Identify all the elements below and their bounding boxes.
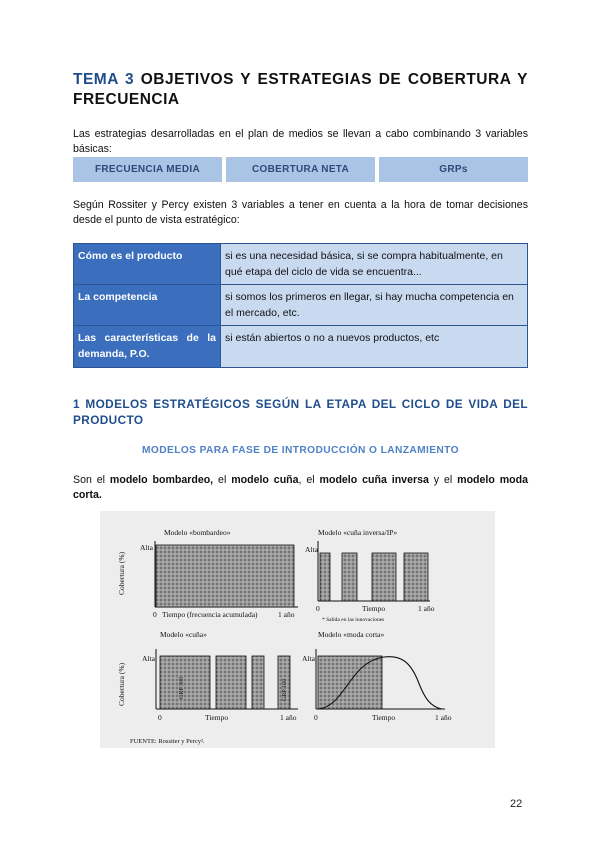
variable-frecuencia: FRECUENCIA MEDIA: [73, 157, 222, 182]
panel2-alta: Alta: [305, 545, 318, 554]
panel3-xlabel: Tiempo: [205, 713, 229, 722]
models-figure-svg: [100, 511, 495, 748]
model-moda-corta: modelo moda corta.: [73, 474, 528, 501]
table-value: si somos los primeros en llegar, si hay mucha competencia en el mercado, etc.: [221, 285, 528, 326]
panel3-bar1-label: GRP 300: [179, 677, 185, 699]
page-title: [73, 70, 528, 110]
panel3-bar: [252, 656, 264, 709]
rossiter-paragraph: Según Rossiter y Percy existen 3 variables a tener en cuenta a la hora de tomar decisiones desde el punto de vista estratégico:: [73, 199, 528, 226]
variables-table: [73, 157, 528, 182]
page-number: 22: [510, 798, 523, 810]
model-cuna: modelo cuña: [231, 474, 299, 486]
panel4-xend: 1 año: [435, 713, 452, 722]
title-text: OBJETIVOS Y ESTRATEGIAS DE COBERTURA Y FRECUENCIA: [73, 71, 529, 108]
panel3-xend: 1 año: [280, 713, 297, 722]
table-key: Las características de la demanda, P.O.: [74, 326, 221, 368]
panel2-xend: 1 año: [418, 604, 435, 613]
panel2-bar: [320, 553, 330, 601]
panel1-title: Modelo «bombardeo»: [164, 528, 231, 537]
figure-source: FUENTE: Rossiter y Percy².: [130, 738, 205, 745]
models-figure: [100, 511, 495, 748]
panel1-alta: Alta: [140, 543, 153, 552]
model-bombardeo: modelo bombardeo,: [109, 474, 214, 486]
panel4-xlabel: Tiempo: [372, 713, 396, 722]
tema-label: TEMA 3: [73, 71, 135, 88]
table-key: Cómo es el producto: [74, 244, 221, 285]
rossiter-table: [73, 243, 528, 368]
subsection-heading: MODELOS PARA FASE DE INTRODUCCIÓN O LANZAMIENTO: [142, 445, 459, 456]
panel1-x0: 0: [153, 610, 157, 619]
table-row: [74, 285, 528, 326]
table-row: [74, 326, 528, 368]
panel3-bar: [216, 656, 246, 709]
panel4-block: [318, 656, 382, 709]
panel1-xlabel: Tiempo (frecuencia acumulada): [162, 610, 258, 619]
panel3-alta: Alta: [142, 654, 155, 663]
variable-cobertura: COBERTURA NETA: [226, 157, 375, 182]
panel1-ylabel: Cobertura (%): [117, 551, 126, 595]
table-value: si es una necesidad básica, si se compra habitualmente, en qué etapa del ciclo de vida se encuentra...: [221, 244, 528, 285]
panel3-ylabel: Cobertura (%): [117, 662, 126, 706]
models-paragraph: Son el modelo bombardeo, el modelo cuña, el modelo cuña inversa y el modelo moda corta.: [73, 474, 528, 501]
panel2-x0: 0: [316, 604, 320, 613]
panel4-title: Modelo «moda corta»: [318, 630, 385, 639]
variable-grps: GRPs: [379, 157, 528, 182]
panel3-x0: 0: [158, 713, 162, 722]
panel1-block: [156, 545, 294, 607]
panel2-title: Modelo «cuña inversa/IP»: [318, 528, 398, 537]
panel2-bar: [404, 553, 428, 601]
intro-paragraph: Las estrategias desarrolladas en el plan de medios se llevan a cabo combinando 3 variables básicas:: [73, 128, 528, 155]
panel4-alta: Alta: [302, 654, 315, 663]
model-cuna-inversa: modelo cuña inversa: [319, 474, 429, 486]
panel2-bar: [342, 553, 357, 601]
panel4-x0: 0: [314, 713, 318, 722]
panel3-bar2-label: GRP 100: [282, 679, 288, 701]
panel3-bar: [160, 656, 210, 709]
table-value: si están abiertos o no a nuevos productos, etc: [221, 326, 528, 368]
panel2-note: * Salida en las innovaciones: [322, 617, 385, 623]
table-key: La competencia: [74, 285, 221, 326]
section-heading: 1 MODELOS ESTRATÉGICOS SEGÚN LA ETAPA DEL CICLO DE VIDA DEL PRODUCTO: [73, 397, 528, 427]
panel3-title: Modelo «cuña»: [160, 630, 207, 639]
panel1-xend: 1 año: [278, 610, 295, 619]
table-row: [74, 244, 528, 285]
panel2-xlabel: Tiempo: [362, 604, 386, 613]
panel2-bar: [372, 553, 396, 601]
